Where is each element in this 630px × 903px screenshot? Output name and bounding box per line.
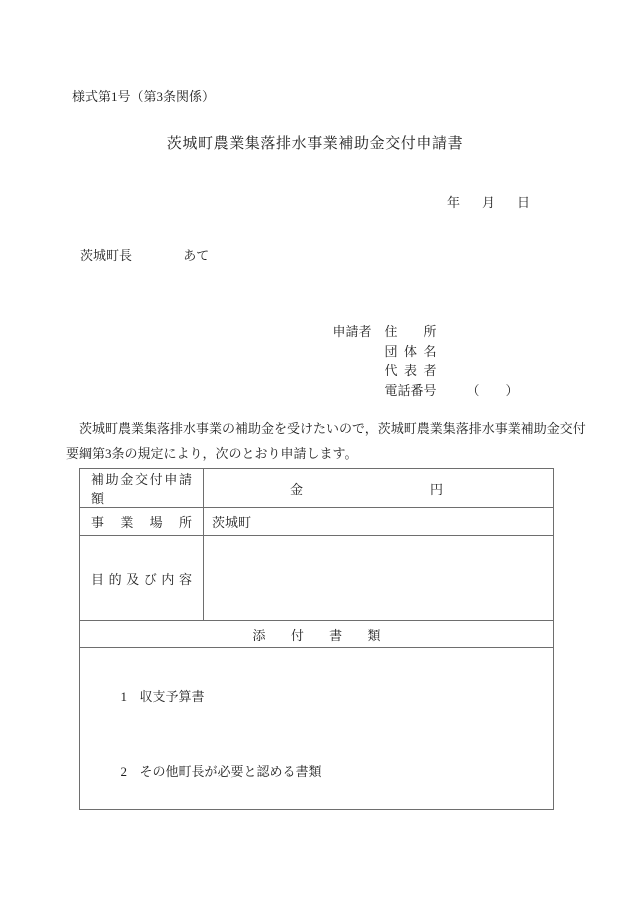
attachment-item bbox=[88, 659, 545, 734]
address-label: 住所 bbox=[384, 324, 437, 340]
attachments-header-row bbox=[80, 621, 554, 648]
purpose-row bbox=[80, 536, 554, 621]
phone-label: 電話番号 bbox=[384, 382, 437, 398]
addressee-line bbox=[80, 245, 209, 264]
addressee-name: 茨城町長 bbox=[80, 248, 133, 263]
purpose-label-cell: 目的及び内容 bbox=[80, 536, 204, 621]
addressee-suffix: あて bbox=[183, 248, 210, 263]
document-title: 茨城町農業集落排水事業補助金交付申請書 bbox=[166, 136, 464, 152]
amount-yen-label: 円 bbox=[430, 481, 444, 497]
attachment-number: 1 bbox=[120, 689, 127, 704]
year-label: 年 bbox=[447, 195, 461, 210]
month-label: 月 bbox=[482, 195, 496, 210]
form-number: 様式第1号（第3条関係） bbox=[72, 89, 216, 104]
attachment-number: 2 bbox=[120, 764, 127, 779]
body-line: 要綱第3条の規定により，次のとおり申請します。 bbox=[66, 445, 358, 461]
purpose-value-cell bbox=[204, 536, 554, 621]
location-label-cell: 事業場所 bbox=[80, 508, 204, 536]
location-row bbox=[80, 508, 554, 536]
body-text bbox=[66, 417, 586, 466]
attachment-text: その他町長が必要と認める書類 bbox=[139, 764, 322, 779]
amount-row bbox=[80, 469, 554, 508]
attachment-item bbox=[88, 734, 545, 809]
date-line bbox=[447, 192, 530, 211]
attachments-header-label: 添付書類 bbox=[252, 627, 381, 643]
location-value-cell: 茨城町 bbox=[204, 508, 554, 536]
organization-label: 団体名 bbox=[384, 343, 437, 359]
attachments-list-cell bbox=[80, 648, 554, 810]
amount-label-cell: 補助金交付申請額 bbox=[80, 469, 204, 508]
phone-parens: （ ） bbox=[466, 382, 519, 398]
body-line: 茨城町農業集落排水事業の補助金を受けたいので，茨城町農業集落排水事業補助金交付 bbox=[66, 421, 586, 436]
applicant-address-row bbox=[313, 303, 519, 340]
amount-value-inner bbox=[204, 479, 553, 498]
amount-kin-label: 金 bbox=[290, 481, 304, 497]
attachments-header-cell bbox=[80, 621, 554, 648]
applicant-label: 申請者 bbox=[332, 324, 372, 340]
application-table bbox=[79, 468, 554, 810]
day-label: 日 bbox=[517, 195, 531, 210]
attachments-row bbox=[80, 648, 554, 810]
applicant-section bbox=[313, 303, 519, 398]
amount-value-cell bbox=[204, 469, 554, 508]
attachment-text: 収支予算書 bbox=[139, 689, 205, 704]
representative-label: 代表者 bbox=[384, 363, 437, 379]
